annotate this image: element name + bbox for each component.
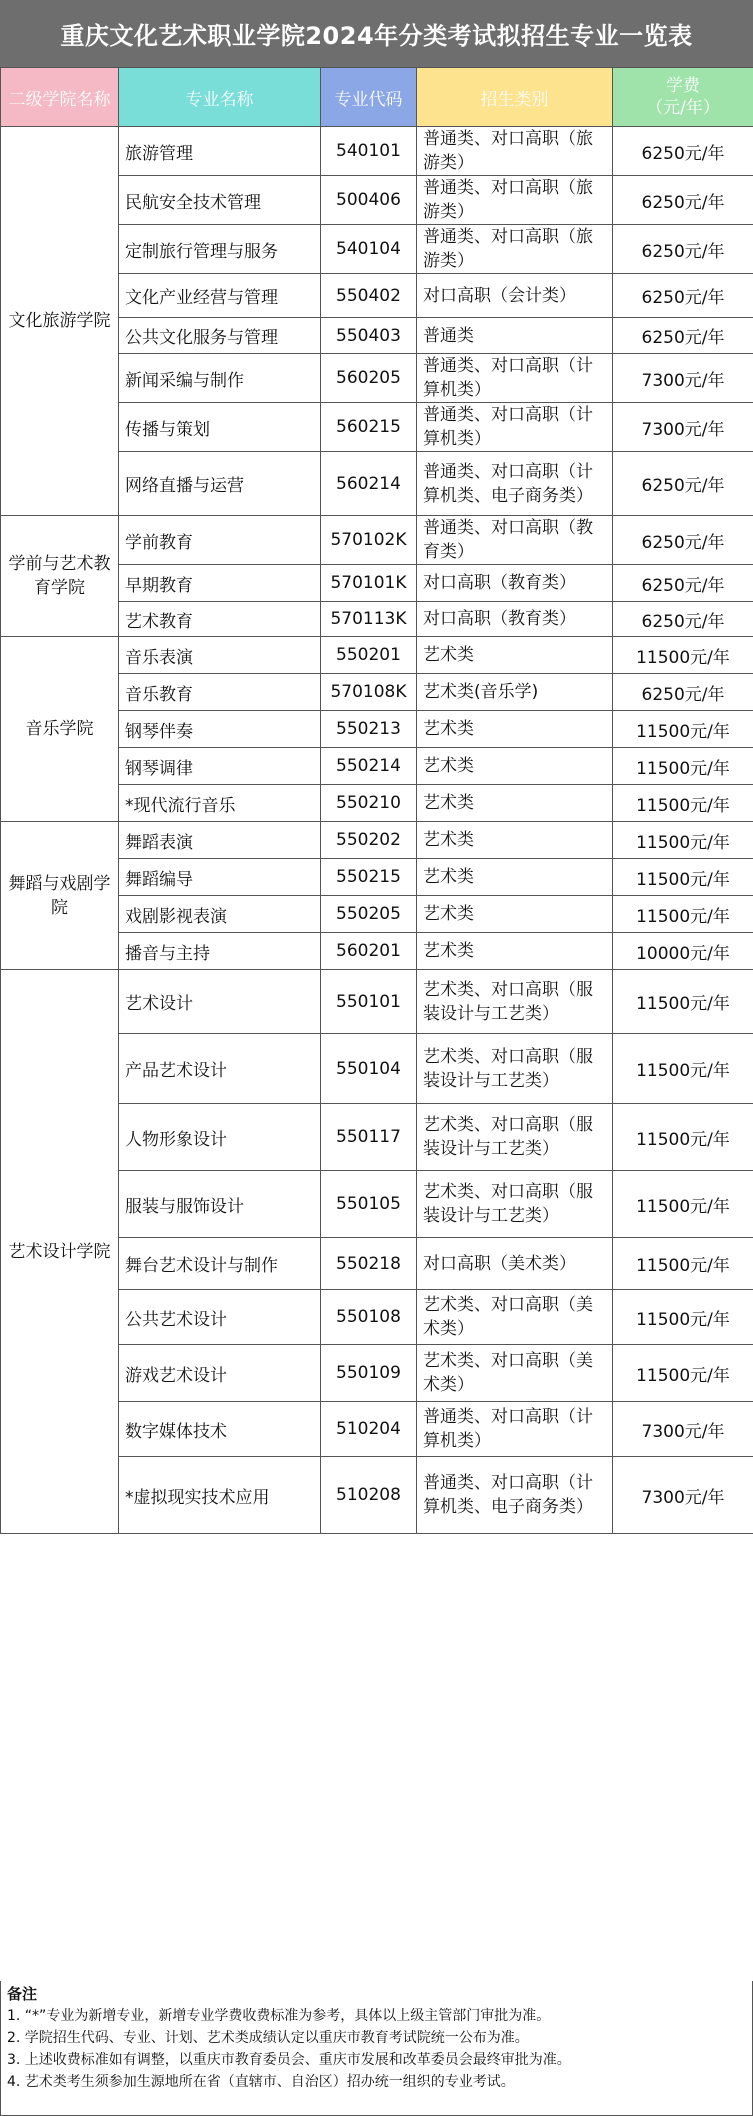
major-code: 550201 — [321, 637, 417, 674]
enroll-category: 艺术类、对口高职（美术类） — [417, 1345, 613, 1402]
major-name: 艺术教育 — [119, 602, 321, 637]
enroll-category: 普通类、对口高职（计算机类） — [417, 1402, 613, 1457]
major-name: 人物形象设计 — [119, 1104, 321, 1171]
college-name: 舞蹈与戏剧学院 — [1, 822, 119, 970]
major-code: 550214 — [321, 748, 417, 785]
major-code: 550105 — [321, 1171, 417, 1238]
major-name: 数字媒体技术 — [119, 1402, 321, 1457]
major-code: 560201 — [321, 933, 417, 970]
tuition-fee: 7300元/年 — [613, 354, 753, 403]
tuition-fee: 11500元/年 — [613, 785, 753, 822]
page-title: 重庆文化艺术职业学院2024年分类考试拟招生专业一览表 — [0, 0, 753, 67]
majors-table — [0, 67, 753, 1534]
tuition-fee: 11500元/年 — [613, 1238, 753, 1290]
enroll-category: 普通类、对口高职（旅游类） — [417, 176, 613, 225]
major-name: 产品艺术设计 — [119, 1034, 321, 1104]
major-code: 550213 — [321, 711, 417, 748]
table-row — [1, 637, 753, 674]
enroll-category: 艺术类(音乐学) — [417, 674, 613, 711]
major-code: 540101 — [321, 127, 417, 176]
major-code: 570101K — [321, 565, 417, 602]
major-code: 550108 — [321, 1290, 417, 1345]
enroll-category: 普通类、对口高职（计算机类） — [417, 403, 613, 452]
notes-item: 2. 学院招生代码、专业、计划、艺术类成绩认定以重庆市教育考试院统一公布为准。 — [7, 2030, 529, 2046]
major-name: 服装与服饰设计 — [119, 1171, 321, 1238]
major-code: 550101 — [321, 970, 417, 1034]
tuition-fee: 11500元/年 — [613, 1171, 753, 1238]
major-name: 艺术设计 — [119, 970, 321, 1034]
tuition-fee: 6250元/年 — [613, 225, 753, 274]
major-code: 550104 — [321, 1034, 417, 1104]
major-code: 550109 — [321, 1345, 417, 1402]
major-code: 570108K — [321, 674, 417, 711]
enroll-category: 艺术类 — [417, 933, 613, 970]
enroll-category: 普通类、对口高职（教育类） — [417, 516, 613, 565]
major-code: 510208 — [321, 1457, 417, 1534]
enroll-category: 普通类 — [417, 318, 613, 354]
tuition-fee: 7300元/年 — [613, 1457, 753, 1534]
major-name: 早期教育 — [119, 565, 321, 602]
enroll-category: 普通类、对口高职（计算机类） — [417, 354, 613, 403]
major-code: 550205 — [321, 896, 417, 933]
header-fee — [613, 68, 753, 127]
tuition-fee: 11500元/年 — [613, 1290, 753, 1345]
enroll-category: 对口高职（会计类） — [417, 274, 613, 318]
notes-item: 3. 上述收费标准如有调整，以重庆市教育委员会、重庆市发展和改革委员会最终审批为准。 — [7, 2052, 571, 2068]
tuition-fee: 6250元/年 — [613, 602, 753, 637]
major-name: 钢琴调律 — [119, 748, 321, 785]
major-name: 民航安全技术管理 — [119, 176, 321, 225]
tuition-fee: 6250元/年 — [613, 318, 753, 354]
tuition-fee: 11500元/年 — [613, 859, 753, 896]
college-name: 学前与艺术教育学院 — [1, 516, 119, 637]
major-code: 510204 — [321, 1402, 417, 1457]
enroll-category: 艺术类 — [417, 896, 613, 933]
tuition-fee: 6250元/年 — [613, 176, 753, 225]
major-name: 公共艺术设计 — [119, 1290, 321, 1345]
enroll-category: 艺术类、对口高职（服装设计与工艺类） — [417, 1171, 613, 1238]
major-name: 网络直播与运营 — [119, 452, 321, 516]
header-major: 专业名称 — [119, 68, 321, 127]
enroll-category: 艺术类、对口高职（服装设计与工艺类） — [417, 1104, 613, 1171]
notes-item: 1. “*”专业为新增专业，新增专业学费收费标准为参考，具体以上级主管部门审批为准。 — [7, 2008, 551, 2024]
major-code: 550218 — [321, 1238, 417, 1290]
major-name: 新闻采编与制作 — [119, 354, 321, 403]
notes-title: 备注 — [7, 1985, 38, 2003]
tuition-fee: 11500元/年 — [613, 637, 753, 674]
major-code: 500406 — [321, 176, 417, 225]
major-name: 舞蹈表演 — [119, 822, 321, 859]
tuition-fee: 11500元/年 — [613, 970, 753, 1034]
header-fee-line2: （元/年） — [646, 98, 720, 118]
enroll-category: 普通类、对口高职（计算机类、电子商务类） — [417, 1457, 613, 1534]
tuition-fee: 11500元/年 — [613, 748, 753, 785]
major-name: 播音与主持 — [119, 933, 321, 970]
tuition-fee: 6250元/年 — [613, 565, 753, 602]
enroll-category: 艺术类 — [417, 748, 613, 785]
header-row — [1, 68, 753, 127]
major-code: 550202 — [321, 822, 417, 859]
enroll-category: 艺术类、对口高职（服装设计与工艺类） — [417, 1034, 613, 1104]
major-name: 游戏艺术设计 — [119, 1345, 321, 1402]
header-fee-line1: 学费 — [666, 76, 700, 96]
major-name: 定制旅行管理与服务 — [119, 225, 321, 274]
tuition-fee: 6250元/年 — [613, 516, 753, 565]
major-name: 文化产业经营与管理 — [119, 274, 321, 318]
header-category: 招生类别 — [417, 68, 613, 127]
major-name: 学前教育 — [119, 516, 321, 565]
tuition-fee: 6250元/年 — [613, 127, 753, 176]
major-name: 钢琴伴奏 — [119, 711, 321, 748]
tuition-fee: 11500元/年 — [613, 711, 753, 748]
major-code: 570102K — [321, 516, 417, 565]
enroll-category: 艺术类 — [417, 711, 613, 748]
tuition-fee: 10000元/年 — [613, 933, 753, 970]
major-name: 戏剧影视表演 — [119, 896, 321, 933]
enroll-category: 艺术类 — [417, 822, 613, 859]
enroll-category: 普通类、对口高职（旅游类） — [417, 225, 613, 274]
tuition-fee: 6250元/年 — [613, 274, 753, 318]
header-college: 二级学院名称 — [1, 68, 119, 127]
tuition-fee: 6250元/年 — [613, 452, 753, 516]
table-row — [1, 516, 753, 565]
major-name: *虚拟现实技术应用 — [119, 1457, 321, 1534]
enroll-category: 对口高职（教育类） — [417, 602, 613, 637]
major-name: *现代流行音乐 — [119, 785, 321, 822]
enroll-category: 艺术类、对口高职（美术类） — [417, 1290, 613, 1345]
enroll-category: 普通类、对口高职（旅游类） — [417, 127, 613, 176]
major-name: 舞台艺术设计与制作 — [119, 1238, 321, 1290]
major-name: 旅游管理 — [119, 127, 321, 176]
enroll-category: 艺术类、对口高职（服装设计与工艺类） — [417, 970, 613, 1034]
enroll-category: 艺术类 — [417, 785, 613, 822]
major-code: 560215 — [321, 403, 417, 452]
table-row — [1, 822, 753, 859]
notes-item: 4. 艺术类考生须参加生源地所在省（直辖市、自治区）招办统一组织的专业考试。 — [7, 2074, 515, 2090]
major-name: 舞蹈编导 — [119, 859, 321, 896]
major-name: 音乐表演 — [119, 637, 321, 674]
tuition-fee: 11500元/年 — [613, 1345, 753, 1402]
enroll-category: 艺术类 — [417, 859, 613, 896]
header-code: 专业代码 — [321, 68, 417, 127]
major-code: 550210 — [321, 785, 417, 822]
major-name: 公共文化服务与管理 — [119, 318, 321, 354]
tuition-fee: 11500元/年 — [613, 1104, 753, 1171]
major-code: 540104 — [321, 225, 417, 274]
major-code: 550402 — [321, 274, 417, 318]
major-code: 550215 — [321, 859, 417, 896]
tuition-fee: 11500元/年 — [613, 896, 753, 933]
enroll-category: 对口高职（美术类） — [417, 1238, 613, 1290]
notes — [0, 1981, 753, 2116]
major-code: 570113K — [321, 602, 417, 637]
tuition-fee: 11500元/年 — [613, 822, 753, 859]
college-name: 文化旅游学院 — [1, 127, 119, 516]
enroll-category: 艺术类 — [417, 637, 613, 674]
college-name: 音乐学院 — [1, 637, 119, 822]
major-name: 音乐教育 — [119, 674, 321, 711]
major-name: 传播与策划 — [119, 403, 321, 452]
tuition-fee: 7300元/年 — [613, 1402, 753, 1457]
major-code: 550403 — [321, 318, 417, 354]
table-row — [1, 970, 753, 1034]
tuition-fee: 7300元/年 — [613, 403, 753, 452]
major-code: 560214 — [321, 452, 417, 516]
enroll-category: 对口高职（教育类） — [417, 565, 613, 602]
college-name: 艺术设计学院 — [1, 970, 119, 1534]
enroll-category: 普通类、对口高职（计算机类、电子商务类） — [417, 452, 613, 516]
major-code: 560205 — [321, 354, 417, 403]
tuition-fee: 6250元/年 — [613, 674, 753, 711]
major-code: 550117 — [321, 1104, 417, 1171]
table-row — [1, 127, 753, 176]
tuition-fee: 11500元/年 — [613, 1034, 753, 1104]
